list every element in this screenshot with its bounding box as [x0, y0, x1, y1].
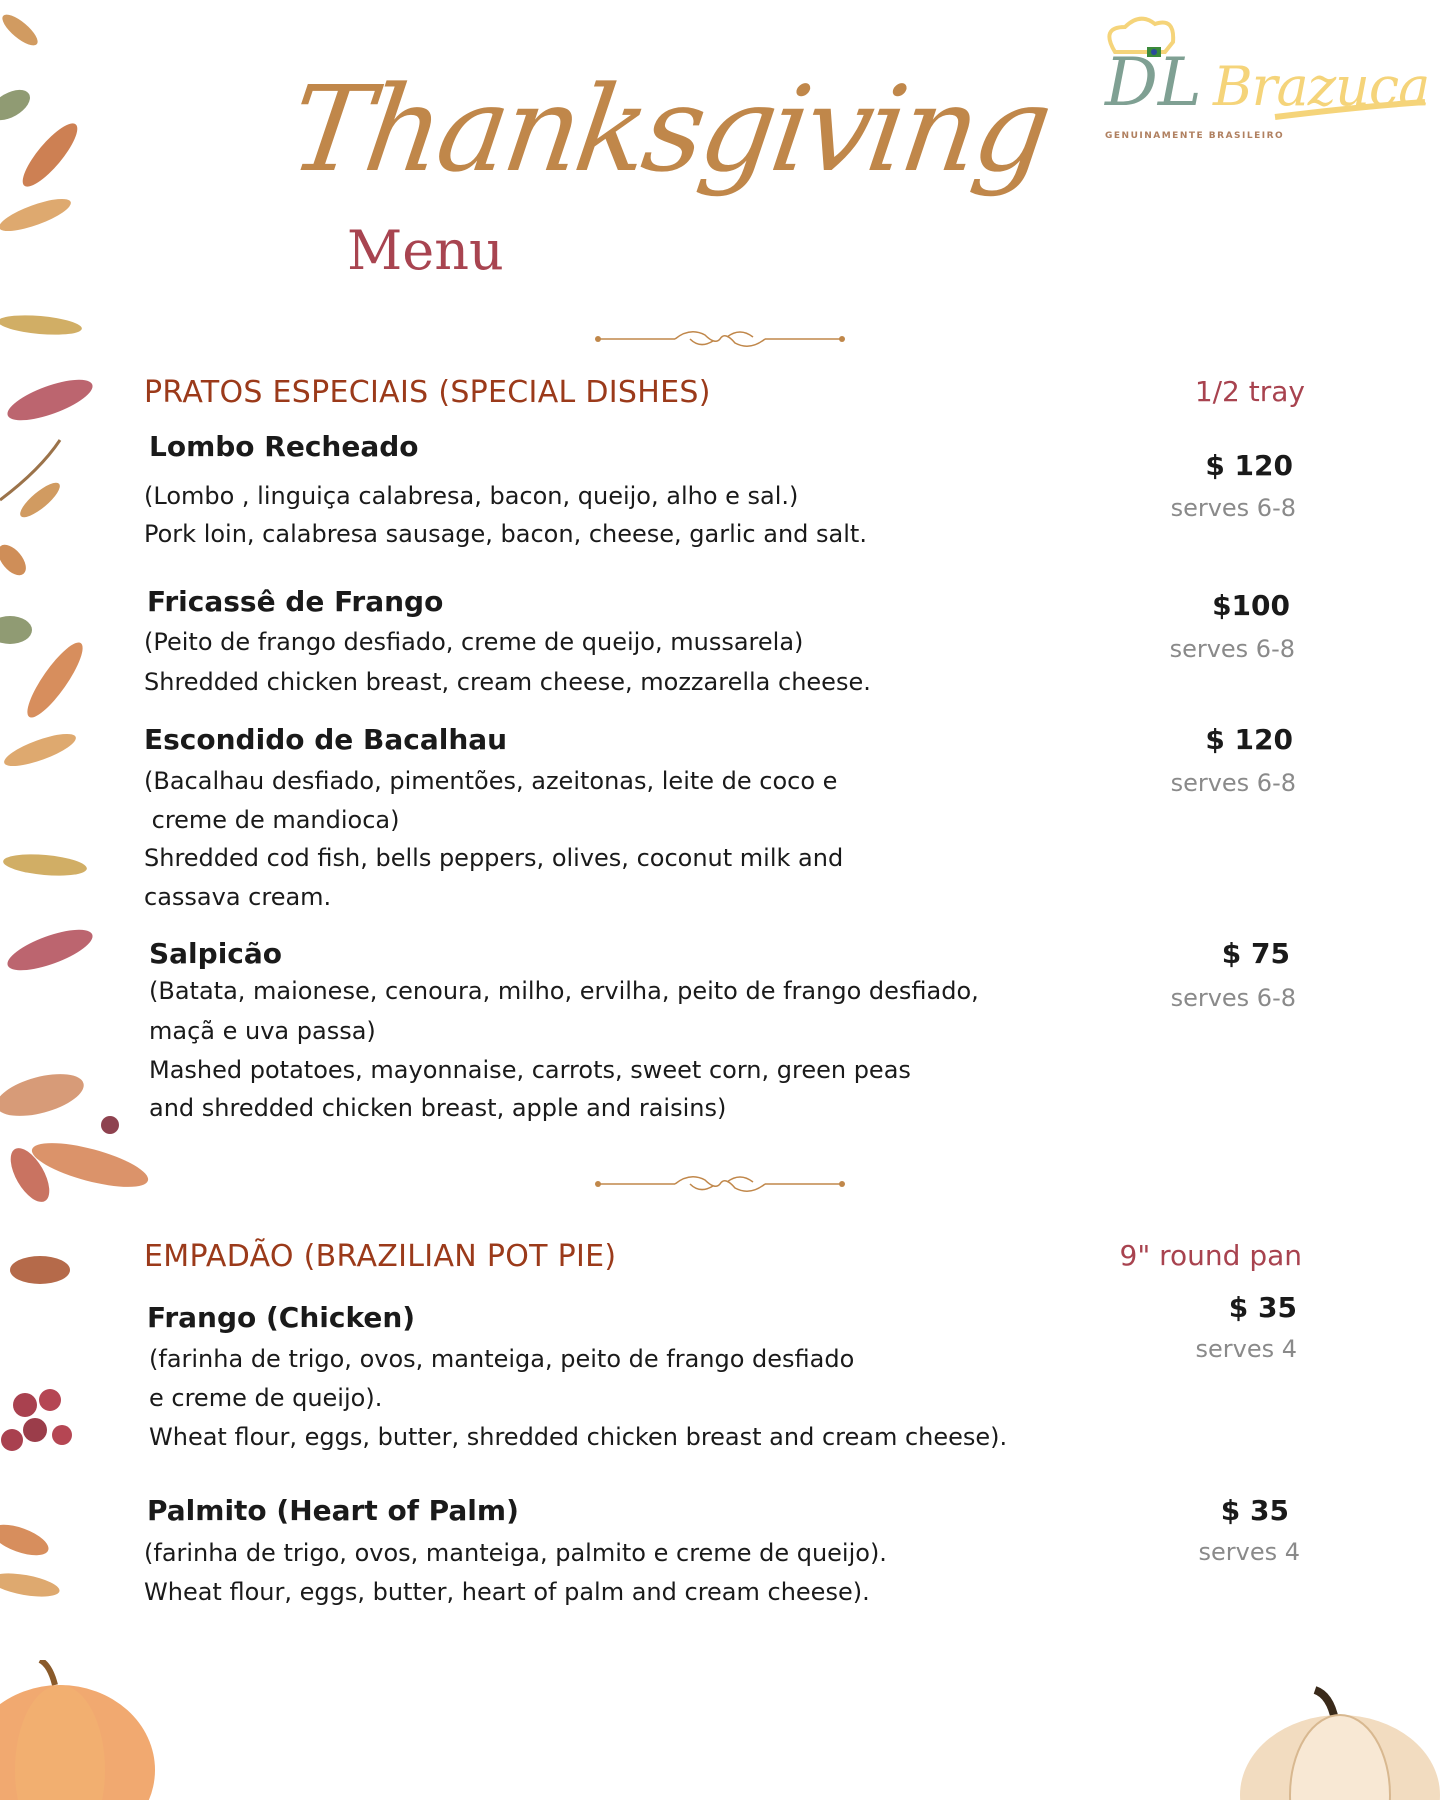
- item-description: Shredded chicken breast, cream cheese, mozzarella cheese.: [144, 668, 871, 696]
- item-name: Escondido de Bacalhau: [144, 723, 508, 756]
- white-pumpkin-illustration: [1240, 1680, 1440, 1800]
- page-subtitle: Menu: [347, 219, 504, 282]
- item-description: creme de mandioca): [144, 806, 400, 834]
- item-name: Salpicão: [149, 937, 283, 970]
- item-description: Wheat flour, eggs, butter, heart of palm and cream cheese).: [144, 1578, 870, 1606]
- section-size-label: 9" round pan: [1119, 1239, 1302, 1272]
- page-title: Thanksgiving: [282, 60, 1057, 198]
- item-description: e creme de queijo).: [149, 1384, 383, 1412]
- item-description: (Batata, maionese, cenoura, milho, ervilha, peito de frango desfiado,: [149, 977, 979, 1005]
- section-header-special-dishes: PRATOS ESPECIAIS (SPECIAL DISHES): [144, 375, 711, 410]
- flourish-divider: [595, 1170, 845, 1198]
- item-name: Lombo Recheado: [149, 430, 419, 463]
- item-description: and shredded chicken breast, apple and raisins): [149, 1094, 727, 1122]
- item-price: $ 35: [1220, 1494, 1289, 1527]
- flourish-divider: [595, 325, 845, 353]
- item-serves: serves 6-8: [1170, 984, 1296, 1012]
- item-description: Wheat flour, eggs, butter, shredded chicken breast and cream cheese).: [149, 1423, 1008, 1451]
- section-size-label: 1/2 tray: [1194, 375, 1305, 408]
- logo-monogram: DL: [1105, 44, 1202, 121]
- item-description: Pork loin, calabresa sausage, bacon, cheese, garlic and salt.: [144, 520, 867, 548]
- item-description: Mashed potatoes, mayonnaise, carrots, sweet corn, green peas: [149, 1056, 911, 1084]
- orange-pumpkin-illustration: [0, 1660, 180, 1800]
- item-serves: serves 4: [1198, 1538, 1300, 1566]
- item-description: maçã e uva passa): [149, 1017, 376, 1045]
- item-price: $100: [1212, 589, 1290, 622]
- autumn-leaves-decoration: [0, 0, 160, 1600]
- item-description: (Peito de frango desfiado, creme de queijo, mussarela): [144, 628, 804, 656]
- item-serves: serves 6-8: [1170, 769, 1296, 797]
- item-serves: serves 6-8: [1169, 635, 1295, 663]
- item-serves: serves 4: [1195, 1335, 1297, 1363]
- item-price: $ 35: [1228, 1291, 1297, 1324]
- item-description: (farinha de trigo, ovos, manteiga, palmito e creme de queijo).: [144, 1539, 887, 1567]
- item-description: (Bacalhau desfiado, pimentões, azeitonas, leite de coco e: [144, 767, 838, 795]
- item-price: $ 120: [1205, 723, 1293, 756]
- item-name: Fricassê de Frango: [147, 585, 444, 618]
- item-price: $ 75: [1221, 937, 1290, 970]
- item-description: (Lombo , linguiça calabresa, bacon, queijo, alho e sal.): [144, 482, 799, 510]
- item-price: $ 120: [1205, 449, 1293, 482]
- item-name: Palmito (Heart of Palm): [147, 1494, 519, 1527]
- item-name: Frango (Chicken): [147, 1301, 416, 1334]
- item-serves: serves 6-8: [1170, 494, 1296, 522]
- logo-tagline: GENUINAMENTE BRASILEIRO: [1105, 131, 1285, 141]
- item-description: (farinha de trigo, ovos, manteiga, peito de frango desfiado: [149, 1345, 855, 1373]
- dl-brazuca-logo: [1095, 12, 1435, 142]
- section-header-pot-pie: EMPADÃO (BRAZILIAN POT PIE): [144, 1239, 617, 1274]
- logo-brand: Brazuca: [1213, 55, 1430, 118]
- item-description: cassava cream.: [144, 883, 332, 911]
- item-description: Shredded cod fish, bells peppers, olives, coconut milk and: [144, 844, 844, 872]
